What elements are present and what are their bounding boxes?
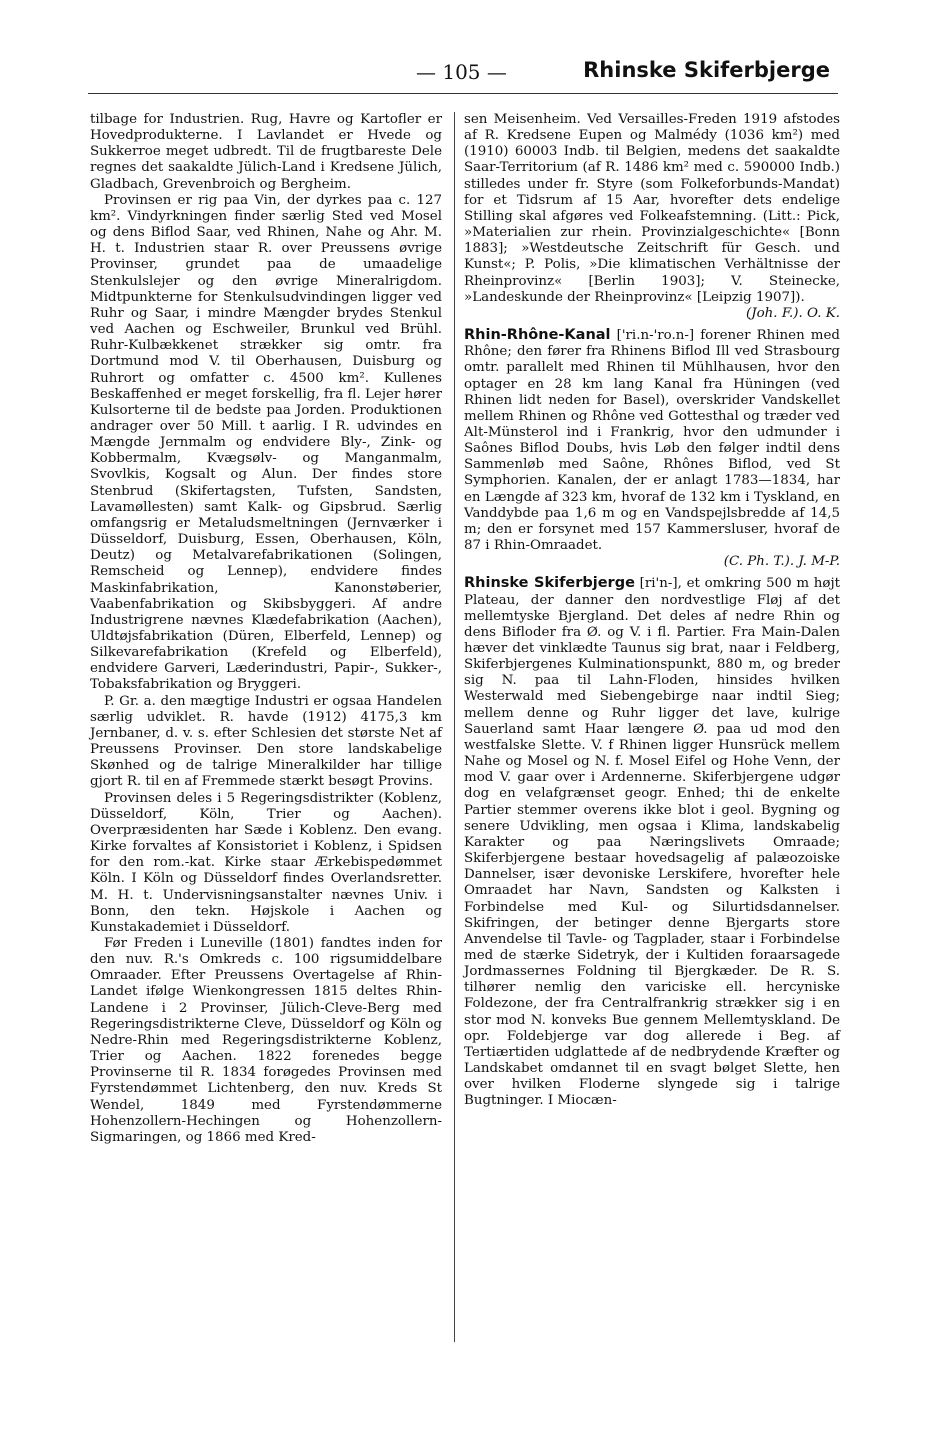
paragraph: tilbage for Industrien. Rug, Havre og Kartofler er Hovedprodukterne. I Lavlandet er Hvede og Sukkerroe meget udbredt. Til de frugtbareste Dele regnes det saakaldte Jülich-Land i Kredsene Jülich, Gladbach, Grevenbroich og Bergheim. [90, 112, 442, 192]
author-signature: (Joh. F.). O. K. [746, 305, 840, 321]
entry-rhin-rhone-kanal [464, 327, 840, 570]
entry-headword: Rhin-Rhône-Kanal [464, 327, 611, 344]
paragraph: Provinsen deles i 5 Regeringsdistrikter (Koblenz, Düsseldorf, Köln, Trier og Aachen). Overpræsidenten har Sæde i Koblenz. Den evang. Kirke forvaltes af Konsistoriet i Koblenz, i Spidsen for den rom.-kat. Kirke staar Ærkebispedømmet Köln. I Köln og Düsseldorf findes Overlandsretter. M. H. t. Undervisningsanstalter nævnes Univ. i Bonn, den tekn. Højskole i Aachen og Kunstakademiet i Düsseldorf. [90, 790, 442, 935]
left-column [90, 112, 442, 1146]
paragraph: P. Gr. a. den mægtige Industri er ogsaa Handelen særlig udviklet. R. havde (1912) 4175,3 km Jernbaner, d. v. s. efter Schlesien det største Net af Preussens Provinser. Den store landskabelige Skønhed og de talrige Mineralkilder har tillige gjort R. til en af Fremmede stærkt besøgt Provins. [90, 693, 442, 790]
right-column [464, 112, 840, 1110]
entry-text: [ri'n-], et omkring 500 m højt Plateau, der danner den nordvestlige Fløj af det mellemtyske Bjergland. Det deles af nedre Rhin og dens Bifloder fra Ø. og V. i fl. Partier. Fra Main-Dalen hæver det vinklædte Taunus sig brat, naar i Feldberg, Skiferbjergenes Kulminationspunkt, 880 m, og breder sig N. paa til Lahn-Floden, hinsides hvilken Westerwald med Siebengebirge naar indtil Sieg; mellem denne og Ruhr ligger det lave, kulrige Sauerland samt Haar længere Ø. paa ud mod den westfalske Slette. V. f Rhinen ligger Hunsrück mellem Nahe og Mosel og N. f. Mosel Eifel og Hohe Venn, der mod V. gaar over i Ardennerne. Skiferbjergene udgør dog en velafgrænset geogr. Enhed; thi de enkelte Partier stemmer overens ikke blot i geol. Bygning og senere Udvikling, men ogsaa i Klima, landskabelig Karakter og paa Næringslivets Omraade; Skiferbjergene bestaar hovedsagelig af palæozoiske Dannelser, især devoniske Lerskifere, hvorefter hele Omraadet har Navn, Sandsten og Kalksten i Forbindelse med Kul- og Silurtidsdannelser. Skifringen, der betinger denne Bjergarts store Anvendelse til Tavle- og Tagplader, staar i Forbindelse med de stærke Sidetryk, der i Kultiden foraarsagede Jordmassernes Foldning til Bjergkæder. De R. S. tilhører nemlig den variciske ell. hercyniske Foldezone, der fra Centralfrankrig strækker sig i en stor mod N. konveks Bue gennem Mellemtyskland. De opr. Foldebjerge var dog allerede i Beg. af Tertiærtiden udglattede af de nedbrydende Kræfter og Landskabet omdannet til en svagt bølget Slette, hen over hvilken Floderne slyngede sig i talrige Bugtninger. I Miocæn- [464, 576, 840, 1109]
page-number: — 105 — [416, 60, 507, 84]
paragraph-text: sen Meisenheim. Ved Versailles-Freden 1919 afstodes af R. Kredsene Eupen og Malmédy (1036 km²) med (1910) 60003 Indb. til Belgien, medens det saakaldte Saar-Territorium (af R. 1486 km² med c. 590000 Indb.) stilledes under fr. Styre (som Folkeforbunds-Mandat) for et Tidsrum af 15 Aar, hvorefter dets endelige Stilling skal afgøres ved Folkeafstemning. (Litt.: Pick, »Materialien zur rhein. Provinzialgeschichte« [Bonn 1883]; »Westdeutsche Zeitschrift für Gesch. und Kunst«; P. Polis, »Die klimatischen Verhältnisse der Rheinprovinz« [Berlin 1903]; V. Steinecke, »Landeskunde der Rheinprovinz« [Leipzig 1907]). [464, 112, 840, 305]
author-signature: (C. Ph. T.). J. M-P. [723, 554, 840, 570]
running-title: Rhinske Skiferbjerge [583, 58, 830, 82]
paragraph [464, 112, 840, 322]
entry-text: ['ri.n-'ro.n-] forener Rhinen med Rhône; den fører fra Rhinens Biflod Ill ved Strasbourg omtr. parallelt med Rhinen til Mühlhausen, hvor den optager en 28 km lang Kanal fra Hüningen (ved Rhinen lidt neden for Basel), overskrider Vandskellet mellem Rhinen og Rhône ved Gottesthal og træder ved Alt-Münsterol ind i Frankrig, hvor den udmunder i Saônes Biflod Doubs, hvis Løb den følger indtil dens Sammenløb med Saône, Rhônes Biflod, ved St Symphorien. Kanalen, der er anlagt 1783—1834, har en Længde af 323 km, hvoraf de 132 km i Tyskland, en Vanddybde paa 1,6 m og en Vandspejlsbredde af 14,5 m; den er forsynet med 157 Kammersluser, hvoraf de 87 i Rhin-Omraadet. [464, 328, 840, 554]
page-header [90, 60, 838, 94]
entry-rhinske-skiferbjerge [464, 575, 840, 1109]
paragraph: Provinsen er rig paa Vin, der dyrkes paa c. 127 km². Vindyrkningen finder særlig Sted ved Mosel og dens Biflod Saar, ved Rhinen, Nahe og Ahr. M. H. t. Industrien staar R. over Preussens øvrige Provinser, grundet paa de umaadelige Stenkulslejer og den øvrige Mineralrigdom. Midtpunkterne for Stenkulsudvindingen ligger ved Ruhr og Saar, i mindre Mængder brydes Stenkul ved Aachen og Eschweiler, Brunkul ved Brühl. Ruhr-Kulbækkenet strækker sig omtr. fra Dortmund mod V. til Oberhausen, Duisburg og Ruhrort og omfatter c. 4500 km². Kullenes Beskaffenhed er meget forskellig, fra fl. Lejer hører Kulsorterne til de bedste paa Jorden. Produktionen andrager over 50 Mill. t aarlig. I R. udvindes en Mængde Jernmalm og endvidere Bly-, Zink- og Kobbermalm, Kvægsølv- og Manganmalm, Svovlkis, Kogsalt og Alun. Der findes store Stenbrud (Skifertagsten, Tufsten, Sandsten, Lavamøllesten) samt Kalk- og Gipsbrud. Særlig omfangsrig er Metaludsmeltningen (Jernværker i Düsseldorf, Duisburg, Essen, Oberhausen, Köln, Deutz) og Metalvarefabrikationen (Solingen, Remscheid og Lennep), endvidere findes Maskinfabrikation, Kanonstøberier, Vaabenfabrikation og Skibsbyggeri. Af andre Industrigrene nævnes Klædefabrikation (Aachen), Uldtøjsfabrikation (Düren, Elberfeld, Lennep) og Silkevarefabrikation (Krefeld og Elberfeld), endvidere Garveri, Læderindustri, Papir-, Sukker-, Tobaksfabrikation og Bryggeri. [90, 192, 442, 693]
column-divider [454, 112, 455, 1342]
entry-headword: Rhinske Skiferbjerge [464, 575, 635, 592]
header-rule [88, 93, 838, 94]
paragraph: Før Freden i Luneville (1801) fandtes inden for den nuv. R.'s Omkreds c. 100 rigsumiddelbare Omraader. Efter Preussens Overtagelse af Rhin-Landet ifølge Wienkongressen 1815 deltes Rhin-Landene i 2 Provinser, Jülich-Cleve-Berg med Regeringsdistrikterne Cleve, Düsseldorf og Köln og Nedre-Rhin med Regeringsdistrikterne Koblenz, Trier og Aachen. 1822 forenedes begge Provinserne til R. 1834 forøgedes Provinsen med Fyrstendømmet Lichtenberg, den nuv. Kreds St Wendel, 1849 med Fyrstendømmerne Hohenzollern-Hechingen og Hohenzollern-Sigmaringen, og 1866 med Kred- [90, 935, 442, 1145]
